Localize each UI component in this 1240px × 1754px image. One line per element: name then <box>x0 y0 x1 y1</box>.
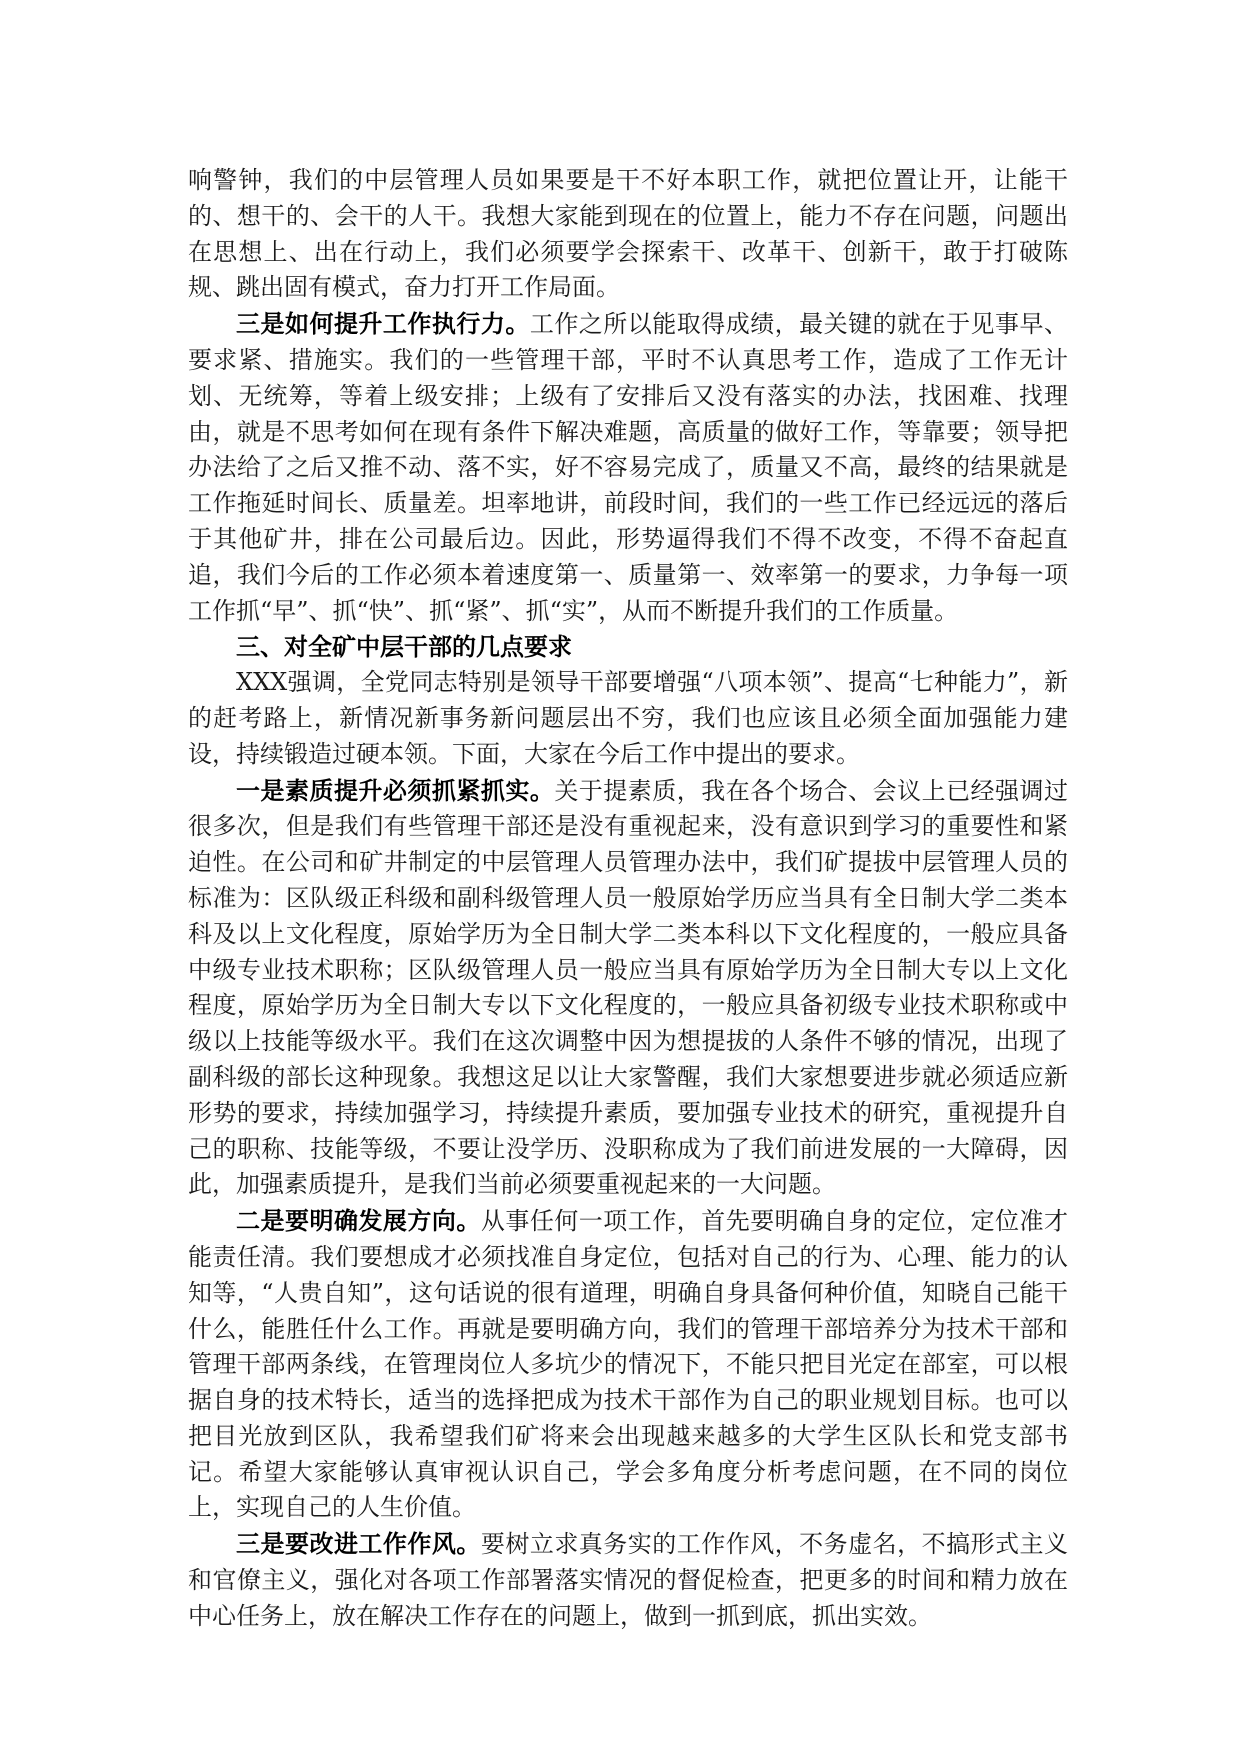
paragraph-text: 从事任何一项工作，首先要明确自身的定位，定位准才能责任清。我们要想成才必须找准自身定位，包括对自己的行为、心理、能力的认知等，“人贵自知”，这句话说的很有道理，明确自身具备何种价值，知晓自己能干什么，能胜任什么工作。再就是要明确方向，我们的管理干部培养分为技术干部和管理干部两条线，在管理岗位人多坑少的情况下，不能只把目光定在部室，可以根据自身的技术特长，适当的选择把成为技术干部作为自己的职业规划目标。也可以把目光放到区队，我希望我们矿将来会出现越来越多的大学生区队长和党支部书记。希望大家能够认真审视认识自己，学会多角度分析考虑问题，在不同的岗位上，实现自己的人生价值。 <box>188 1207 1069 1522</box>
paragraph-continuation <box>188 163 1068 306</box>
document-body <box>188 163 1068 1635</box>
paragraph-quality <box>188 773 1068 1204</box>
paragraph-direction <box>188 1203 1068 1526</box>
paragraph-style <box>188 1526 1068 1634</box>
paragraph-lead: 一是素质提升必须抓紧抓实。 <box>236 775 555 805</box>
paragraph-intro <box>188 665 1068 772</box>
paragraph-lead: 三是如何提升工作执行力。 <box>236 309 530 339</box>
paragraph-text: XXX强调，全党同志特别是领导干部要增强“八项本领”、提高“七种能力”，新的赶考路上，新情况新事务新问题层出不穷，我们也应该且必须全面加强能力建设，持续锻造过硬本领。下面，大家在今后工作中提出的要求。 <box>188 668 1068 768</box>
paragraph-text: 响警钟，我们的中层管理人员如果要是干不好本职工作，就把位置让开，让能干的、想干的、会干的人干。我想大家能到现在的位置上，能力不存在问题，问题出在思想上、出在行动上，我们必须要学会探索干、改革干、创新干，敢于打破陈规、跳出固有模式，奋力打开工作局面。 <box>188 166 1068 302</box>
section-heading: 三、对全矿中层干部的几点要求 <box>236 632 572 662</box>
paragraph-lead: 三是要改进工作作风。 <box>236 1529 481 1559</box>
paragraph-text: 要树立求真务实的工作作风，不务虚名，不搞形式主义和官僚主义，强化对各项工作部署落实情况的督促检查，把更多的时间和精力放在中心任务上，放在解决工作存在的问题上，做到一抓到底，抓出实效。 <box>188 1530 1069 1630</box>
paragraph-execution <box>188 306 1068 629</box>
paragraph-text: 关于提素质，我在各个场合、会议上已经强调过很多次，但是我们有些管理干部还是没有重视起来，没有意识到学习的重要性和紧迫性。在公司和矿井制定的中层管理人员管理办法中，我们矿提拔中层管理人员的标准为：区队级正科级和副科级管理人员一般原始学历应当具有全日制大学二类本科及以上文化程度，原始学历为全日制大学二类本科以下文化程度的，一般应具备中级专业技术职称；区队级管理人员一般应当具有原始学历为全日制大专以上文化程度，原始学历为全日制大专以下文化程度的，一般应具备初级专业技术职称或中级以上技能等级水平。我们在这次调整中因为想提拔的人条件不够的情况，出现了副科级的部长这种现象。我想这足以让大家警醒，我们大家想要进步就必须适应新形势的要求，持续加强学习，持续提升素质，要加强专业技术的研究，重视提升自己的职称、技能等级，不要让没学历、没职称成为了我们前进发展的一大障碍，因此，加强素质提升，是我们当前必须要重视起来的一大问题。 <box>188 776 1069 1199</box>
paragraph-text: 工作之所以能取得成绩，最关键的就在于见事早、要求紧、措施实。我们的一些管理干部，平时不认真思考工作，造成了工作无计划、无统筹，等着上级安排；上级有了安排后又没有落实的办法，找困难、找理由，就是不思考如何在现有条件下解决难题，高质量的做好工作，等靠要；领导把办法给了之后又推不动、落不实，好不容易完成了，质量又不高，最终的结果就是工作拖延时间长、质量差。坦率地讲，前段时间，我们的一些工作已经远远的落后于其他矿井，排在公司最后边。因此，形势逼得我们不得不改变，不得不奋起直追，我们今后的工作必须本着速度第一、质量第一、效率第一的要求，力争每一项工作抓“早”、抓“快”、抓“紧”、抓“实”，从而不断提升我们的工作质量。 <box>188 310 1069 625</box>
paragraph-lead: 二是要明确发展方向。 <box>236 1206 481 1236</box>
